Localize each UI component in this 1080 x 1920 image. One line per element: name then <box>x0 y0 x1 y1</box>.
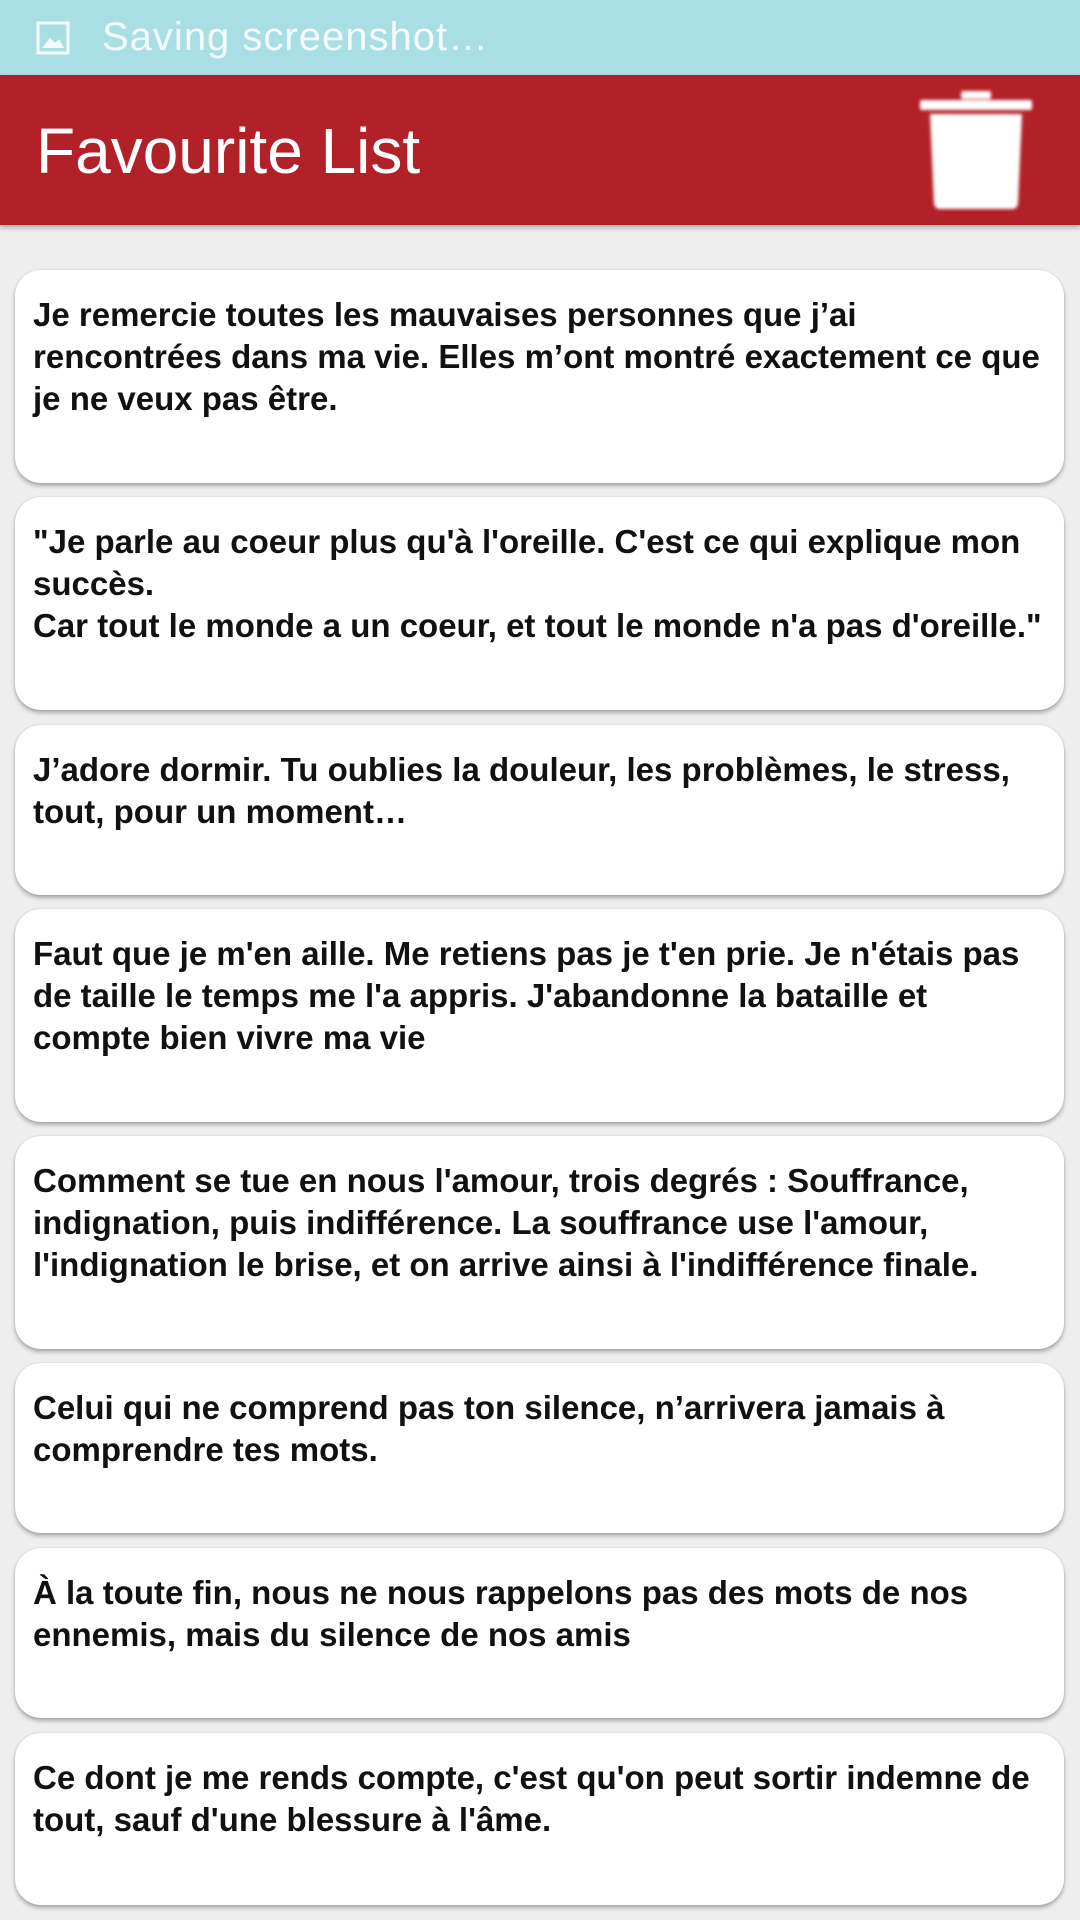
list-item[interactable] <box>15 1363 1064 1533</box>
status-text: Saving screenshot… <box>102 15 490 59</box>
trash-icon <box>916 88 1036 212</box>
page-title: Favourite List <box>36 115 421 187</box>
list-item[interactable] <box>15 909 1064 1122</box>
quote-text: Celui qui ne comprend pas ton silence, n’arrivera jamais à comprendre tes mots. <box>33 1389 945 1468</box>
image-icon <box>34 19 72 57</box>
delete-all-button[interactable] <box>912 85 1040 215</box>
quote-text: "Je parle au coeur plus qu'à l'oreille. C'est ce qui explique mon succès. Car tout le monde a un coeur, et tout le monde n'a pas d'oreille." <box>33 523 1042 644</box>
quote-text: Comment se tue en nous l'amour, trois degrés : Souffrance, indignation, puis indifférence. La souffrance use l'amour, l'indignation le brise, et on arrive ainsi à l'indifférence finale. <box>33 1162 979 1283</box>
quote-text: Ce dont je me rends compte, c'est qu'on peut sortir indemne de tout, sauf d'une blessure à l'âme. <box>33 1759 1030 1838</box>
list-item[interactable] <box>15 1548 1064 1718</box>
app-bar <box>0 75 1080 225</box>
list-item[interactable] <box>15 1136 1064 1349</box>
quote-text: À la toute fin, nous ne nous rappelons pas des mots de nos ennemis, mais du silence de nos amis <box>33 1574 969 1653</box>
list-item[interactable] <box>15 270 1064 483</box>
quote-text: Faut que je m'en aille. Me retiens pas je t'en prie. Je n'étais pas de taille le temps me l'a appris. J'abandonne la bataille et compte bien vivre ma vie <box>33 935 1020 1056</box>
list-item[interactable] <box>15 1733 1064 1905</box>
list-item[interactable] <box>15 725 1064 895</box>
status-bar <box>0 0 1080 75</box>
list-item[interactable] <box>15 497 1064 710</box>
quote-text: J’adore dormir. Tu oublies la douleur, les problèmes, le stress, tout, pour un moment… <box>33 751 1010 830</box>
quote-text: Je remercie toutes les mauvaises personnes que j’ai rencontrées dans ma vie. Elles m’ont montré exactement ce que je ne veux pas être. <box>33 296 1040 417</box>
